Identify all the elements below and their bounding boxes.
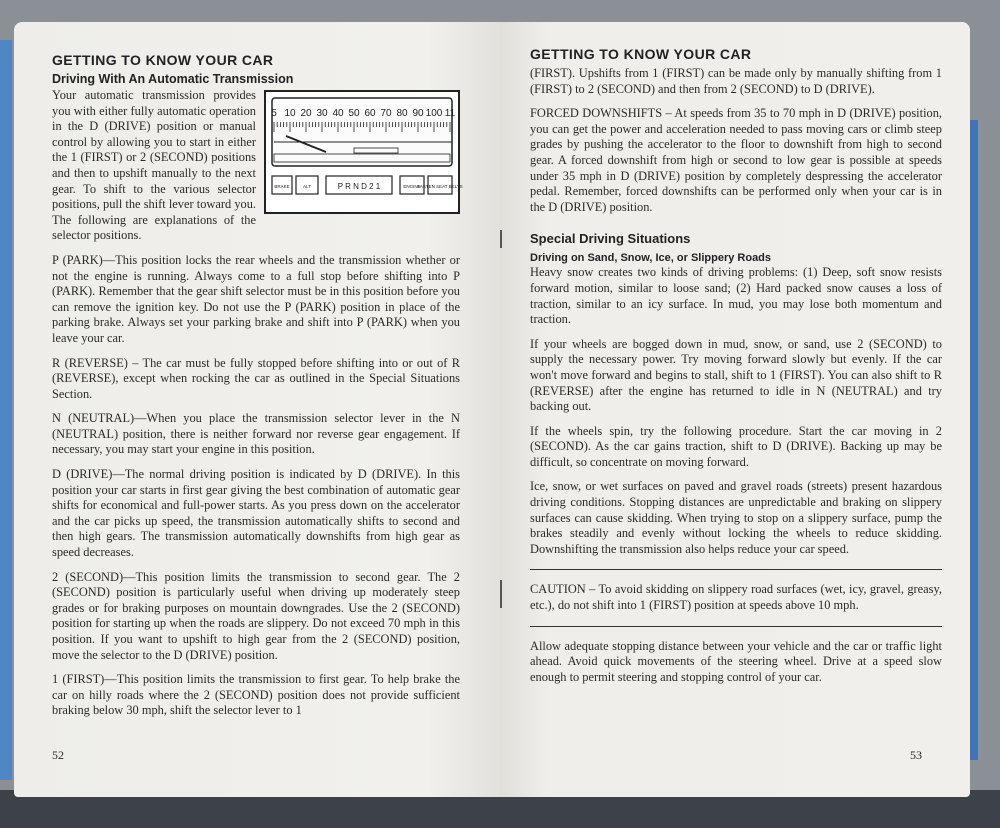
- speedometer-illustration: [264, 90, 463, 214]
- bogged-down-paragraph: If your wheels are bogged down in mud, snow, or sand, use 2 (SECOND) to supply the necessary power. Try moving forward slowly but evenly. If the car won't move forward and begins to stall, shift to 1 (FIRST). You can also shift to R (REVERSE) after the engine has returned to idle in N (NEUTRAL) and try backing out.: [530, 336, 942, 414]
- speed-mark-label: 10: [284, 108, 296, 119]
- speed-mark-label: 30: [316, 108, 328, 119]
- ice-paragraph: Ice, snow, or wet surfaces on paved and gravel roads (streets) present hazardous driving conditions. Stopping distances are unpredictable and braking on slippery surfaces can cause skidding. When trying to stop on a slippery surface, pump the brakes steadily and evenly without locking the wheels to reduce skidding. Downshifting the transmission also helps reduce your car speed.: [530, 479, 942, 556]
- reverse-paragraph: R (REVERSE) – The car must be fully stopped before shifting into or out of R (REVERSE), except when rocking the car as outlined in the Special Situations Section.: [52, 355, 460, 401]
- left-page-subheading: Driving With An Automatic Transmission: [52, 72, 294, 86]
- speed-mark-label: 90: [412, 108, 424, 119]
- right-page-number: 53: [910, 748, 922, 762]
- speed-mark-label: 70: [380, 108, 392, 119]
- caution-bottom-rule: [530, 626, 942, 627]
- slippery-roads-subtitle: Driving on Sand, Snow, Ice, or Slippery Roads: [530, 252, 772, 265]
- caution-top-rule: [530, 569, 942, 570]
- forced-downshifts-paragraph: FORCED DOWNSHIFTS – At speeds from 35 to 70 mph in D (DRIVE) position, you can get the power and acceleration needed to pass moving cars or climb steep grades by pushing the accelerator to the floor to downshift from high to second gear. A forced downshift from high or second to low gear is possible at speeds under 35 mph in D (DRIVE) position by completely despressing the accelerator pedal. Remember, forced downshifts can be performed only when your car is in the D (DRIVE) position.: [530, 106, 942, 214]
- second-paragraph: 2 (SECOND)—This position limits the transmission to second gear. The 2 (SECOND) position is particularly useful when driving up moderately steep grades or for braking purposes on mountain downgrades. Use the 2 (SECOND) position for starting up when the roads are slippery. Do not exceed 70 mph in this position. If you want to upshift to high gear from the 2 (SECOND) position, move the selector to the D (DRIVE) position.: [52, 569, 460, 662]
- dash-warning-label: ENGINE: [403, 184, 421, 189]
- speed-mark-label: 80: [396, 108, 408, 119]
- first-paragraph: 1 (FIRST)—This position limits the transmission to first gear. To help brake the car on hilly roads where the 2 (SECOND) position does not provide sufficient braking below 30 mph, shift the selector lever to 1: [52, 672, 460, 718]
- intro-section: [52, 88, 463, 244]
- speed-mark-label: 40: [332, 108, 344, 119]
- neutral-paragraph: N (NEUTRAL)—When you place the transmission selector lever in the N (NEUTRAL) position, there is neither forward nor reverse gear engagement. If necessary, you may start your engine in this position.: [52, 411, 460, 457]
- book-cover-edge: [0, 40, 12, 780]
- dash-warning-label: FASTEN SEAT BELTS: [417, 184, 463, 189]
- speed-mark-label: 20: [300, 108, 312, 119]
- binding-staple-bottom: [500, 580, 502, 608]
- speed-mark-label: 100: [425, 108, 443, 119]
- park-paragraph: P (PARK)—This position locks the rear wheels and the transmission whether or not the engine is running. Always come to a full stop before shifting into P (PARK). Remember that the gear shift selector must be in this position before you can remove the ignition key. Do not use the P (PARK) position in place of the parking brake. Always set your parking brake and shift into P (PARK) when you leave your car.: [52, 252, 460, 345]
- gear-indicator-label: P R N D 2 1: [337, 182, 381, 191]
- drive-paragraph: D (DRIVE)—The normal driving position is indicated by D (DRIVE). In this position your car starts in first gear giving the best combination of automatic gear shifts for economical and full-power starts. As you press down on the accelerator and the car picks up speed, the transmission automatically shifts to second and then high gears. The transmission automatically downshifts from high gear as speed decreases.: [52, 467, 460, 560]
- dash-warning-label: ALT: [303, 184, 311, 189]
- intro-paragraph: Your automatic transmission provides you with either fully automatic operation in the D (DRIVE) position or manual control by allowing you to start in either the 1 (FIRST) or 2 (SECOND) positions and then to upshift manually to the next gear. To shift to the various selector positions, pull the shift lever toward you. The following are explanations of the selector positions.: [52, 88, 256, 243]
- stopping-distance-paragraph: Allow adequate stopping distance between your vehicle and the car or traffic light ahead. Avoid quick movements of the steering wheel. Drive at a speed slow enough to permit steering and stopping control of your car.: [530, 638, 942, 684]
- left-page: [14, 22, 500, 797]
- speed-mark-label: 11: [444, 108, 456, 119]
- book-cover-edge-right: [970, 120, 978, 760]
- left-page-heading: GETTING TO KNOW YOUR CAR: [52, 52, 274, 68]
- right-page-heading: GETTING TO KNOW YOUR CAR: [530, 46, 752, 62]
- caution-paragraph: CAUTION – To avoid skidding on slippery road surfaces (wet, icy, gravel, greasy, etc.), do not shift into 1 (FIRST) position at speeds above 10 mph.: [530, 582, 942, 613]
- speedometer-drawing: [266, 92, 463, 212]
- speed-mark-label: 5: [271, 108, 277, 119]
- left-page-number: 52: [52, 748, 64, 762]
- dash-warning-label: BRAKE: [274, 184, 290, 189]
- right-page: [500, 22, 970, 797]
- wheels-spin-paragraph: If the wheels spin, try the following procedure. Start the car moving in 2 (SECOND). As the car gains traction, shift to D (DRIVE). Backing up may be difficult, so concentrate on moving forward.: [530, 423, 942, 469]
- speed-mark-label: 60: [364, 108, 376, 119]
- snow-paragraph: Heavy snow creates two kinds of driving problems: (1) Deep, soft snow resists forward motion, similar to loose sand; (2) Hard packed snow causes a loss of traction, similar to an icy surface. In mud, you may lose both momentum and traction.: [530, 265, 942, 327]
- binding-staple-top: [500, 230, 502, 248]
- special-situations-title: Special Driving Situations: [530, 231, 691, 247]
- speed-mark-label: 50: [348, 108, 360, 119]
- first-continuation-paragraph: (FIRST). Upshifts from 1 (FIRST) can be made only by manually shifting from 1 (FIRST) to 2 (SECOND) and then from 2 (SECOND) to D (DRIVE).: [530, 66, 942, 96]
